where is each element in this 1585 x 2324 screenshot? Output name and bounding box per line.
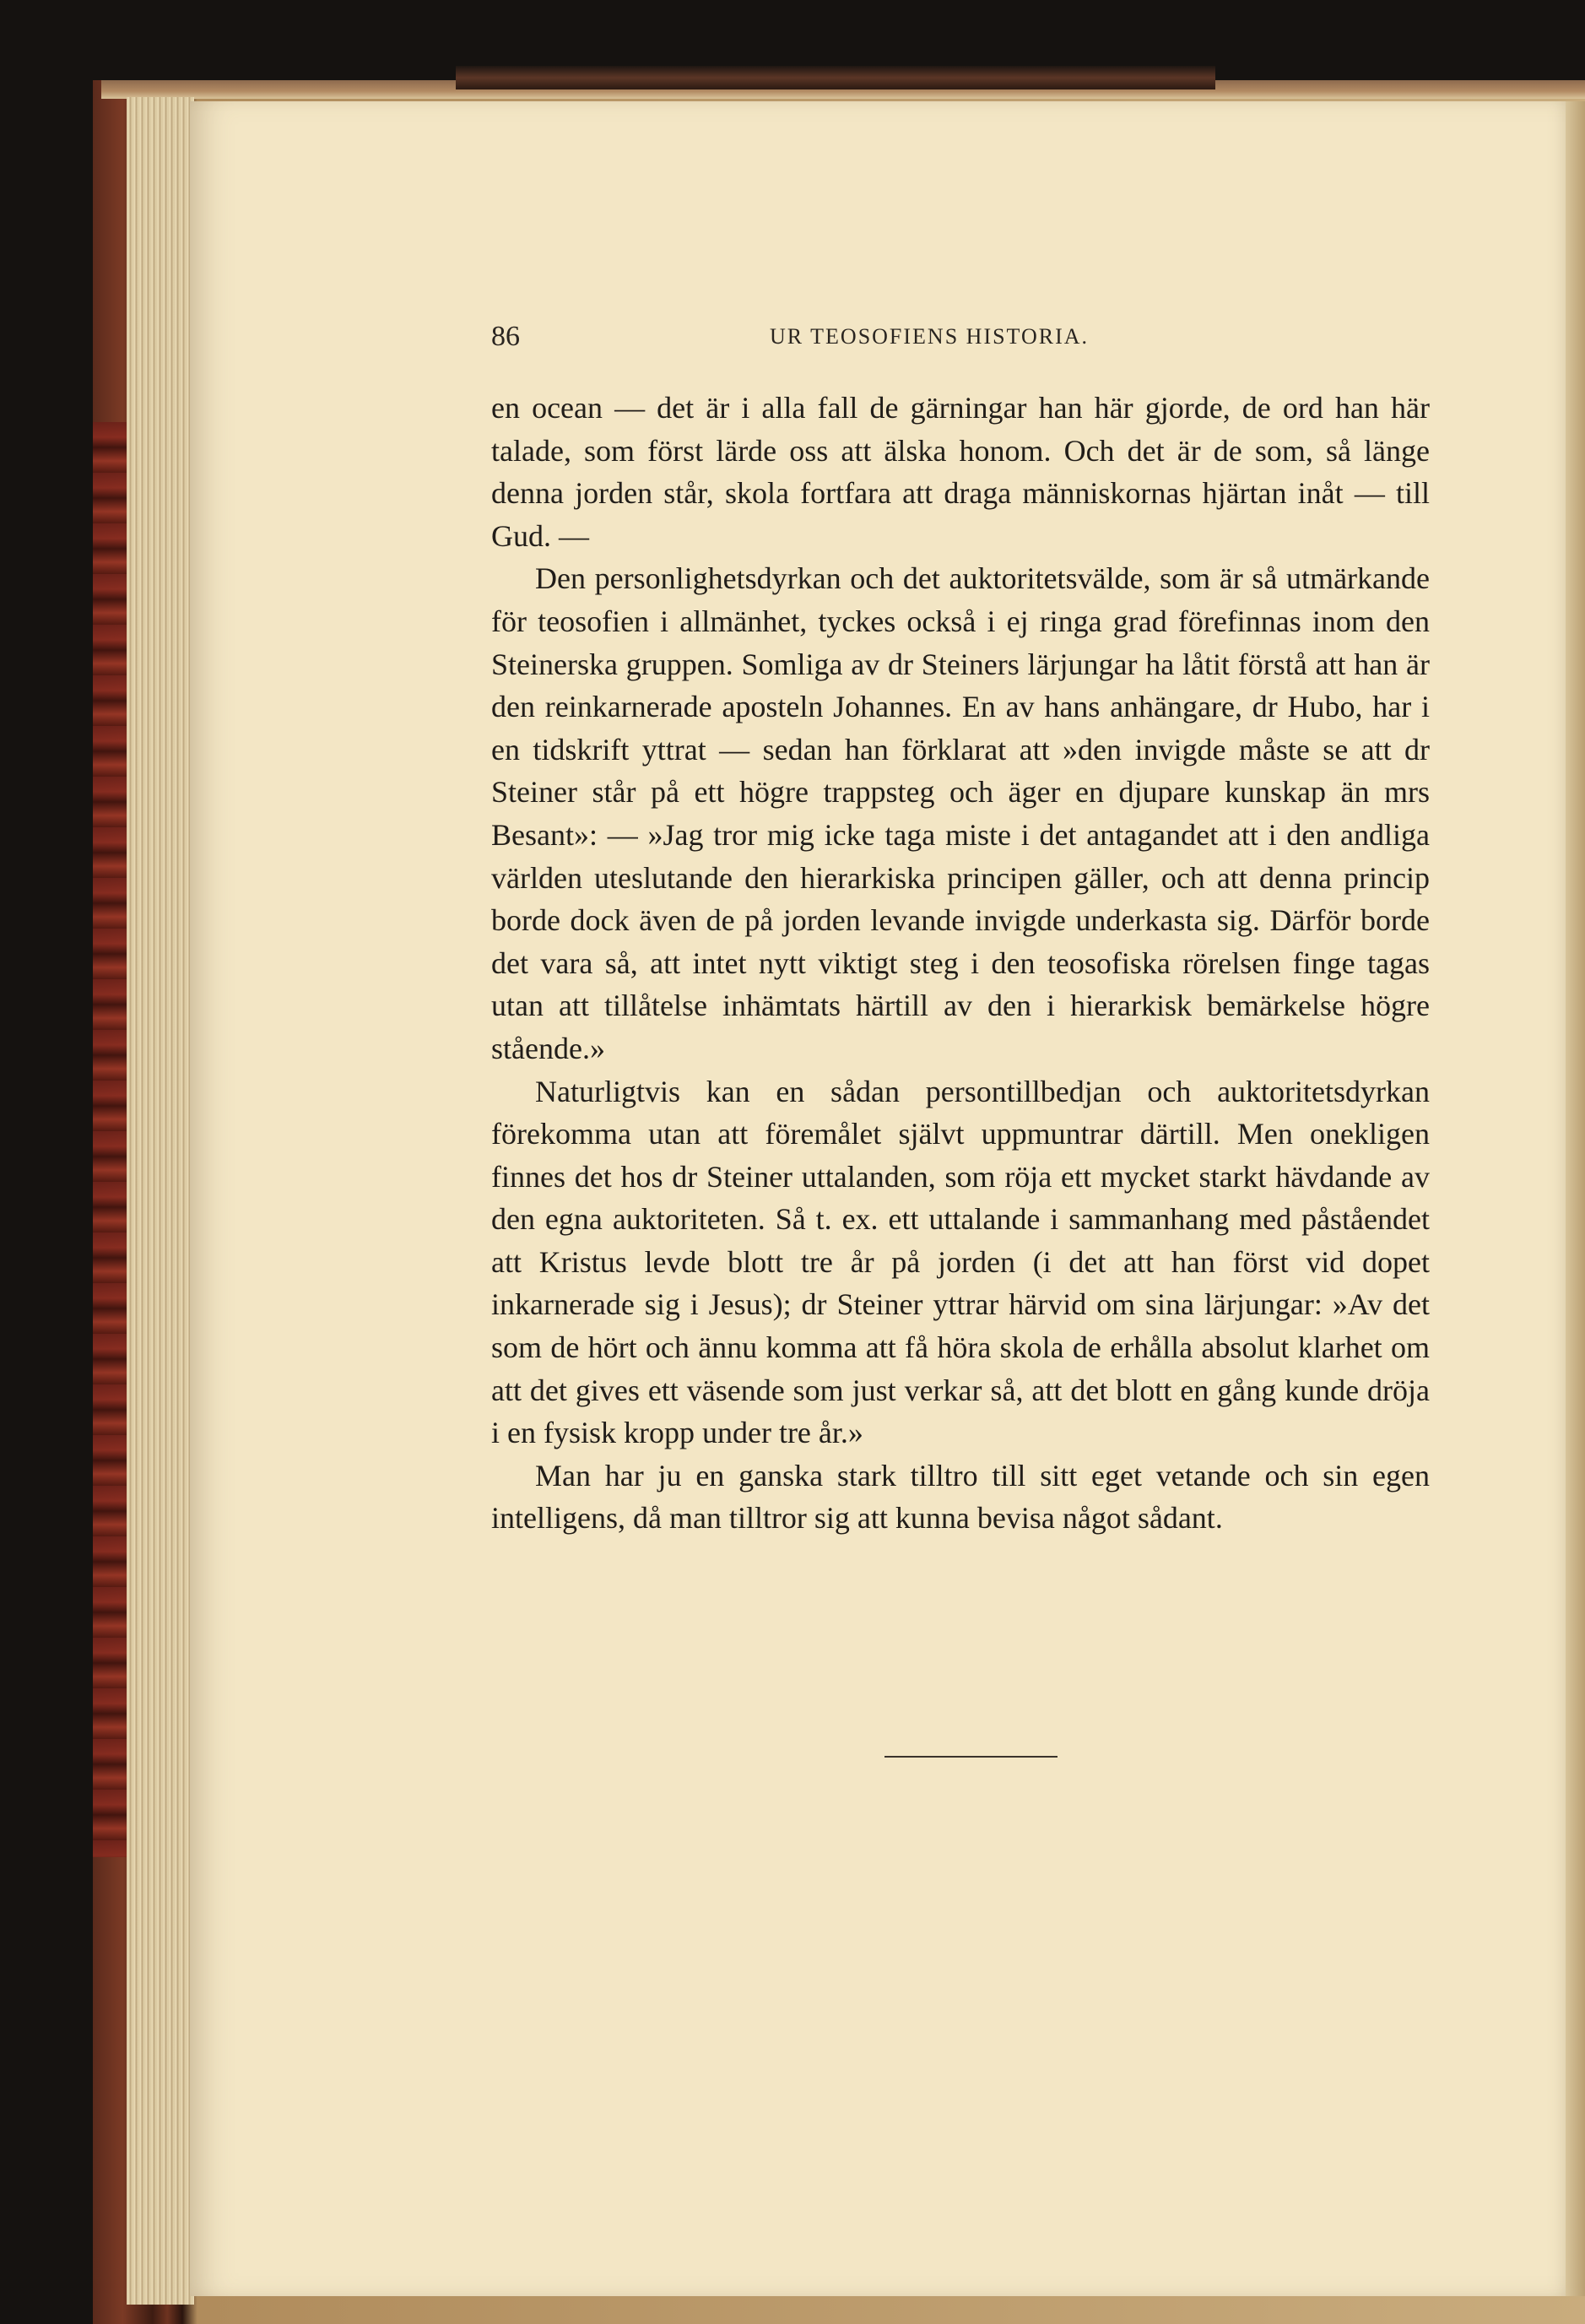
page-number: 86 [491,321,520,352]
paragraph: Naturligtvis kan en sådan persontillbedjan och auktoritetsdyrkan förekomma utan att föremålet självt uppmuntrar därtill. Men onekligen finnes det hos dr Steiner uttalanden, som röja ett mycket starkt hävdande av den egna auktoriteten. Så t. ex. ett uttalande i sammanhang med påståendet att Kristus levde blott tre år på jorden (i det att han först vid dopet inkarnerade sig i Jesus); dr Steiner yttrar härvid om sina lärjungar: »Av det som de hört och ännu komma att få höra skola de erhålla absolut klarhet om att det gives ett väsende som just verkar så, att det blott en gång kunde dröja i en fysisk kropp under tre år.» [491,1074,1430,1450]
page-header [491,321,1430,363]
page-stack-edges [127,97,194,2305]
section-end-rule [884,1756,1058,1758]
running-title: UR TEOSOFIENS HISTORIA. [770,324,1090,349]
page-right-edge [1566,101,1585,2296]
book-top-strip [456,66,1215,89]
body-text [491,387,1430,1540]
paragraph: en ocean — det är i alla fall de gärningar han här gjorde, de ord han här talade, som först lärde oss att älska honom. Och det är de som, så länge denna jorden står, skola fortfara att draga människornas hjärtan inåt — till Gud. — [491,391,1430,553]
paragraph: Man har ju en ganska stark tilltro till sitt eget vetande och sin egen intelligens, då man tilltror sig att kunna bevisa något sådant. [491,1458,1430,1536]
paragraph: Den personlighetsdyrkan och det auktoritetsvälde, som är så utmärkande för teosofien i allmänhet, tyckes också i ej ringa grad förefinnas inom den Steinerska gruppen. Somliga av dr Steiners lärjungar ha låtit förstå att han är den reinkarnerade aposteln Johannes. En av hans anhängare, dr Hubo, har i en tidskrift yttrat — sedan han förklarat att »den invigde måste se att dr Steiner står på ett högre trappsteg och äger en djupare kunskap än mrs Besant»: — »Jag tror mig icke taga miste i det antagandet att i den andliga världen uteslutande den hierarkiska principen gäller, och att denna princip borde dock även de på jorden levande invigde underkasta sig. Därför borde det vara så, att intet nytt viktigt steg i den teosofiska rörelsen finge tagas utan att tillåtelse inhämtats härtill av den i hierarkisk bemärkelse högre stående.» [491,561,1430,1065]
